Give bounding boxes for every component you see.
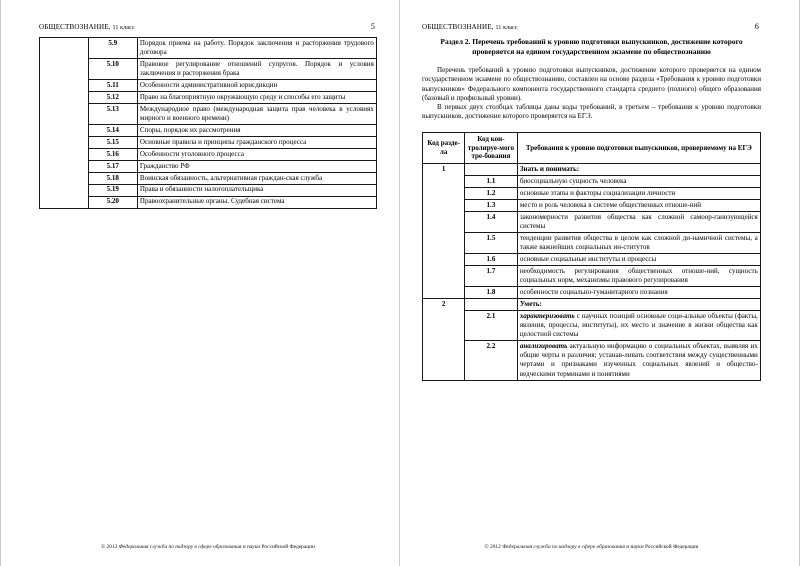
table-row xyxy=(40,59,377,80)
requirement-code: 1.7 xyxy=(465,266,517,287)
table-row xyxy=(40,196,377,208)
subject-grade-left: 11 класс xyxy=(112,25,135,31)
codifier-table-left-body xyxy=(40,38,377,209)
intro-paragraph-1: Перечень требований к уровню подготовки выпускников, достижение которого проверяется на едином государственном экзамене по обществознанию, составлен на основе раздела «Требования к уровню подготовки выпускников» Федерального компонента государственного стандарта среднего (полного) общего образования (базовый и профильный уровни). xyxy=(422,65,761,102)
row-code: 5.12 xyxy=(88,92,137,104)
col-header-section-code: Код разде-ла xyxy=(423,132,465,164)
running-header-right xyxy=(422,22,761,32)
row-text: Правовое регулирование отношений супругов. Порядок и условия заключения и расторжения брака xyxy=(137,59,376,80)
table-row xyxy=(40,137,377,149)
requirement-text: биосоциальную сущность человека xyxy=(517,176,760,188)
requirement-code: 1.4 xyxy=(465,212,517,233)
requirement-text xyxy=(517,341,760,380)
row-text: Гражданство РФ xyxy=(137,160,376,172)
section-title: Раздел 2. Перечень требований к уровню подготовки выпускников, достижение которого проверяется на едином государственном экзамене по обществознанию xyxy=(440,37,743,56)
requirement-code-empty xyxy=(465,164,517,176)
row-code: 5.17 xyxy=(88,160,137,172)
row-text: Основные правила и принципы гражданского процесса xyxy=(137,137,376,149)
table-row xyxy=(40,92,377,104)
table-row xyxy=(423,233,761,254)
table-row xyxy=(423,266,761,287)
table-row xyxy=(40,160,377,172)
footer-org-a-left: Федеральная служба по надзору xyxy=(118,543,194,550)
intro-paragraph-2: В первых двух столбцах таблицы даны коды требований, в третьем – требования к уровню подготовки выпускников, достижение которого проверяется на ЕГЭ. xyxy=(422,103,761,121)
requirement-text: место и роль человека в системе общественных отноше-ний xyxy=(517,200,760,212)
row-text: Споры, порядок их рассмотрения xyxy=(137,125,376,137)
requirement-code: 2.2 xyxy=(465,341,517,380)
requirement-code: 1.3 xyxy=(465,200,517,212)
page-right xyxy=(400,0,800,566)
table-row-group-header xyxy=(423,164,761,176)
codifier-table-left xyxy=(39,37,377,209)
group-label: Уметь: xyxy=(517,299,760,311)
row-code: 5.11 xyxy=(88,80,137,92)
footer-org-c-left: и науки Российской Федерации xyxy=(242,543,315,550)
footer-org-b-left: в сфере образования xyxy=(194,543,242,550)
running-header-left xyxy=(39,22,377,32)
row-text: Право на благоприятную окружающую среду и способы его защиты xyxy=(137,92,376,104)
table-row xyxy=(40,104,377,125)
requirement-body: актуальную информацию о социальных объектах, выявляя их общие черты и различия; устанав-ливать соответствия между существенными чертами и признаками изученных социальных явлений и общество-ведческими терминами и понятиями xyxy=(519,342,758,378)
requirement-code: 1.5 xyxy=(465,233,517,254)
table-row xyxy=(423,212,761,233)
page-number-left: 5 xyxy=(370,22,375,31)
footer-copyright-left: © 2012 xyxy=(101,543,118,550)
section-code: 2 xyxy=(423,299,465,381)
table-row xyxy=(40,184,377,196)
page-footer-left xyxy=(39,544,377,550)
requirement-code-empty xyxy=(465,299,517,311)
footer-org-a-right: Федеральная служба по надзору xyxy=(502,543,577,550)
table-row xyxy=(40,149,377,161)
row-code: 5.16 xyxy=(88,149,137,161)
table-row-group-header xyxy=(423,299,761,311)
table-row xyxy=(40,125,377,137)
table-header-row xyxy=(423,132,761,164)
requirement-text: особенности социально-гуманитарного познания xyxy=(517,287,760,299)
requirement-text: закономерности развития общества как сложной самоор-ганизующейся системы xyxy=(517,212,760,233)
requirement-code: 1.6 xyxy=(465,254,517,266)
row-text: Порядок приема на работу. Порядок заключения и расторжения трудового договора xyxy=(137,38,376,59)
subject-name-right: ОБЩЕСТВОЗНАНИЕ, xyxy=(422,23,494,31)
table-row xyxy=(40,38,377,59)
requirements-table-head xyxy=(423,132,761,164)
section-code-cell-empty xyxy=(40,38,89,209)
row-code: 5.13 xyxy=(88,104,137,125)
row-text: Особенности административной юрисдикции xyxy=(137,80,376,92)
table-row xyxy=(423,188,761,200)
table-row xyxy=(423,200,761,212)
table-row xyxy=(423,287,761,299)
col-header-requirement-code: Код кон-тролируе-мого тре-бования xyxy=(465,132,517,164)
col-header-requirement: Требования к уровню подготовки выпускников, проверяемому на ЕГЭ xyxy=(517,132,760,164)
table-row xyxy=(423,176,761,188)
row-text: Воинская обязанность, альтернативная граждан-ская служба xyxy=(137,172,376,184)
row-text: Международное право (международная защита прав человека в условиях мирного и военного времени) xyxy=(137,104,376,125)
page-footer-right xyxy=(422,544,761,550)
row-code: 5.20 xyxy=(88,196,137,208)
subject-name-left: ОБЩЕСТВОЗНАНИЕ, xyxy=(39,23,111,31)
row-code: 5.18 xyxy=(88,172,137,184)
requirement-code: 1.2 xyxy=(465,188,517,200)
footer-copyright-right: © 2012 xyxy=(484,543,501,550)
subject-header-right xyxy=(422,23,518,31)
table-row xyxy=(423,254,761,266)
requirements-table-body xyxy=(423,164,761,381)
requirement-term: характеризовать xyxy=(519,311,575,320)
table-row xyxy=(423,311,761,341)
requirement-text: необходимость регулирования общественных отноше-ний, сущность социальных норм, механизмы правового регулирования xyxy=(517,266,760,287)
footer-org-b-right: в сфере образования xyxy=(577,543,625,550)
table-row xyxy=(40,172,377,184)
row-text: Правоохранительные органы. Судебная система xyxy=(137,196,376,208)
subject-grade-right: 11 класс xyxy=(495,25,518,31)
table-row xyxy=(423,341,761,380)
row-code: 5.19 xyxy=(88,184,137,196)
group-label: Знать и понимать: xyxy=(517,164,760,176)
row-text: Особенности уголовного процесса xyxy=(137,149,376,161)
row-code: 5.15 xyxy=(88,137,137,149)
requirement-body: с научных позиций основные соци-альные объекты (факты, явления, процессы, институты), их место и значение в жизни общества как целостной системы xyxy=(519,311,758,339)
requirement-term: анализировать xyxy=(519,342,568,351)
requirements-table xyxy=(422,132,761,381)
requirement-code: 1.8 xyxy=(465,287,517,299)
row-code: 5.14 xyxy=(88,125,137,137)
requirement-text: основные социальные институты и процессы xyxy=(517,254,760,266)
row-code: 5.10 xyxy=(88,59,137,80)
subject-header-left xyxy=(39,23,135,31)
requirement-code: 2.1 xyxy=(465,311,517,341)
page-number-right: 6 xyxy=(754,22,759,31)
requirement-text: тенденции развития общества в целом как сложной ди-намичной системы, а также важнейших социальных ин-ститутов xyxy=(517,233,760,254)
footer-org-c-right: и науки Российской Федерации xyxy=(626,543,699,550)
row-code: 5.9 xyxy=(88,38,137,59)
requirement-code: 1.1 xyxy=(465,176,517,188)
requirement-text xyxy=(517,311,760,341)
requirement-text: основные этапы и факторы социализации личности xyxy=(517,188,760,200)
table-row xyxy=(40,80,377,92)
section-code: 1 xyxy=(423,164,465,299)
row-text: Права и обязанности налогоплательщика xyxy=(137,184,376,196)
